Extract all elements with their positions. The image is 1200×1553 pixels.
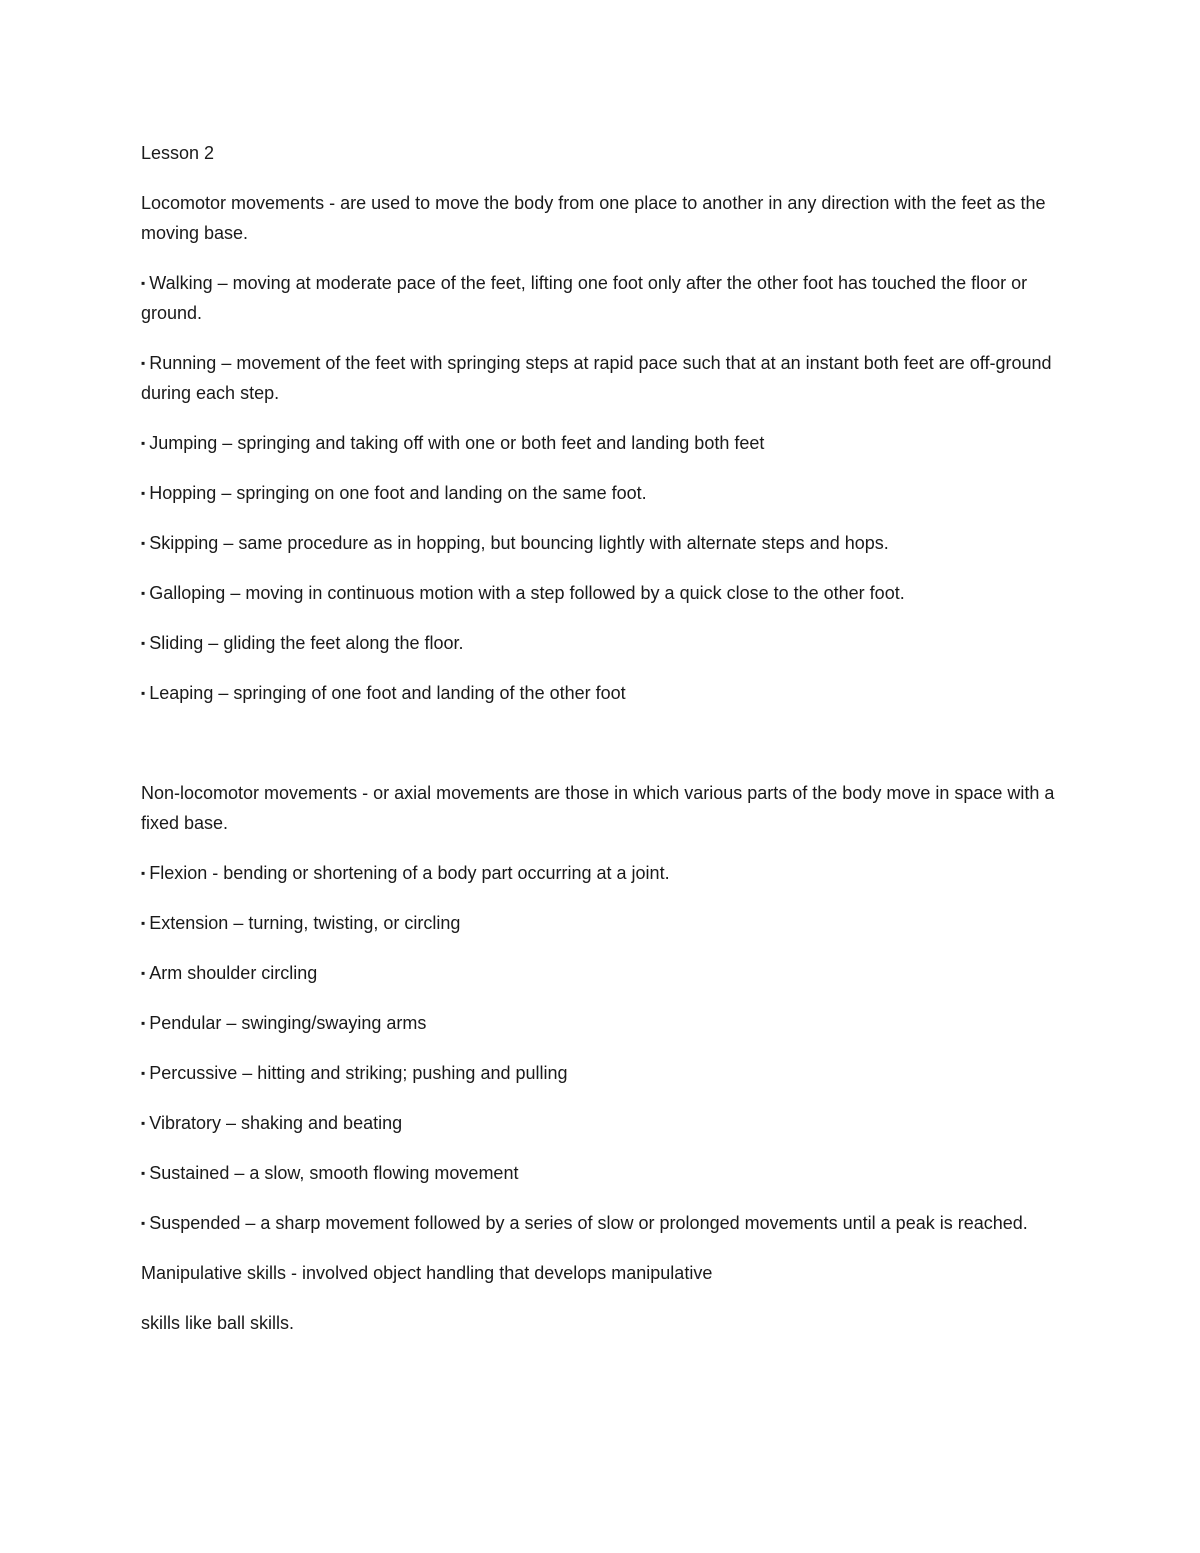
bullet-icon: ▪ [141,536,146,550]
manipulative-line-2: skills like ball skills. [141,1313,295,1333]
list-item: ▪ Galloping – moving in continuous motion with a step followed by a quick close to the other foot. [141,583,905,603]
bullet-icon: ▪ [141,436,146,450]
list-item: ▪ Percussive – hitting and striking; pushing and pulling [141,1063,568,1083]
bullet-icon: ▪ [141,276,146,290]
list-item: ▪ Running – movement of the feet with springing steps at rapid pace such that at an instant both feet are off-ground during each step. [141,353,1052,403]
lesson-title: Lesson 2 [141,143,215,163]
bullet-icon: ▪ [141,1116,146,1130]
list-item: ▪ Vibratory – shaking and beating [141,1113,403,1133]
list-item: ▪ Flexion - bending or shortening of a body part occurring at a joint. [141,863,670,883]
bullet-icon: ▪ [141,916,146,930]
list-item: ▪ Jumping – springing and taking off with one or both feet and landing both feet [141,433,765,453]
bullet-icon: ▪ [141,1216,146,1230]
list-item: ▪ Suspended – a sharp movement followed by a series of slow or prolonged movements until a peak is reached. [141,1213,1028,1233]
bullet-icon: ▪ [141,966,146,980]
manipulative-line-1: Manipulative skills - involved object handling that develops manipulative [141,1263,713,1283]
list-item: ▪ Extension – turning, twisting, or circling [141,913,461,933]
document-page [141,138,1061,1358]
list-item: ▪ Sliding – gliding the feet along the floor. [141,633,464,653]
non-locomotor-list [141,858,1061,1238]
list-item: ▪ Walking – moving at moderate pace of the feet, lifting one foot only after the other foot has touched the floor or ground. [141,273,1028,323]
list-item: ▪ Skipping – same procedure as in hopping, but bouncing lightly with alternate steps and hops. [141,533,889,553]
bullet-icon: ▪ [141,1016,146,1030]
bullet-icon: ▪ [141,686,146,700]
bullet-icon: ▪ [141,866,146,880]
bullet-icon: ▪ [141,636,146,650]
bullet-icon: ▪ [141,486,146,500]
list-item: ▪ Hopping – springing on one foot and landing on the same foot. [141,483,647,503]
bullet-icon: ▪ [141,586,146,600]
locomotor-intro: Locomotor movements - are used to move the body from one place to another in any direction with the feet as the moving base. [141,193,1046,243]
list-item: ▪ Sustained – a slow, smooth flowing movement [141,1163,519,1183]
bullet-icon: ▪ [141,356,146,370]
section-spacer [141,728,1061,778]
bullet-icon: ▪ [141,1166,146,1180]
list-item: ▪ Leaping – springing of one foot and landing of the other foot [141,683,626,703]
bullet-icon: ▪ [141,1066,146,1080]
non-locomotor-intro: Non-locomotor movements - or axial movements are those in which various parts of the body move in space with a fixed base. [141,783,1055,833]
list-item: ▪ Pendular – swinging/swaying arms [141,1013,427,1033]
locomotor-list [141,268,1061,708]
list-item: ▪ Arm shoulder circling [141,963,318,983]
